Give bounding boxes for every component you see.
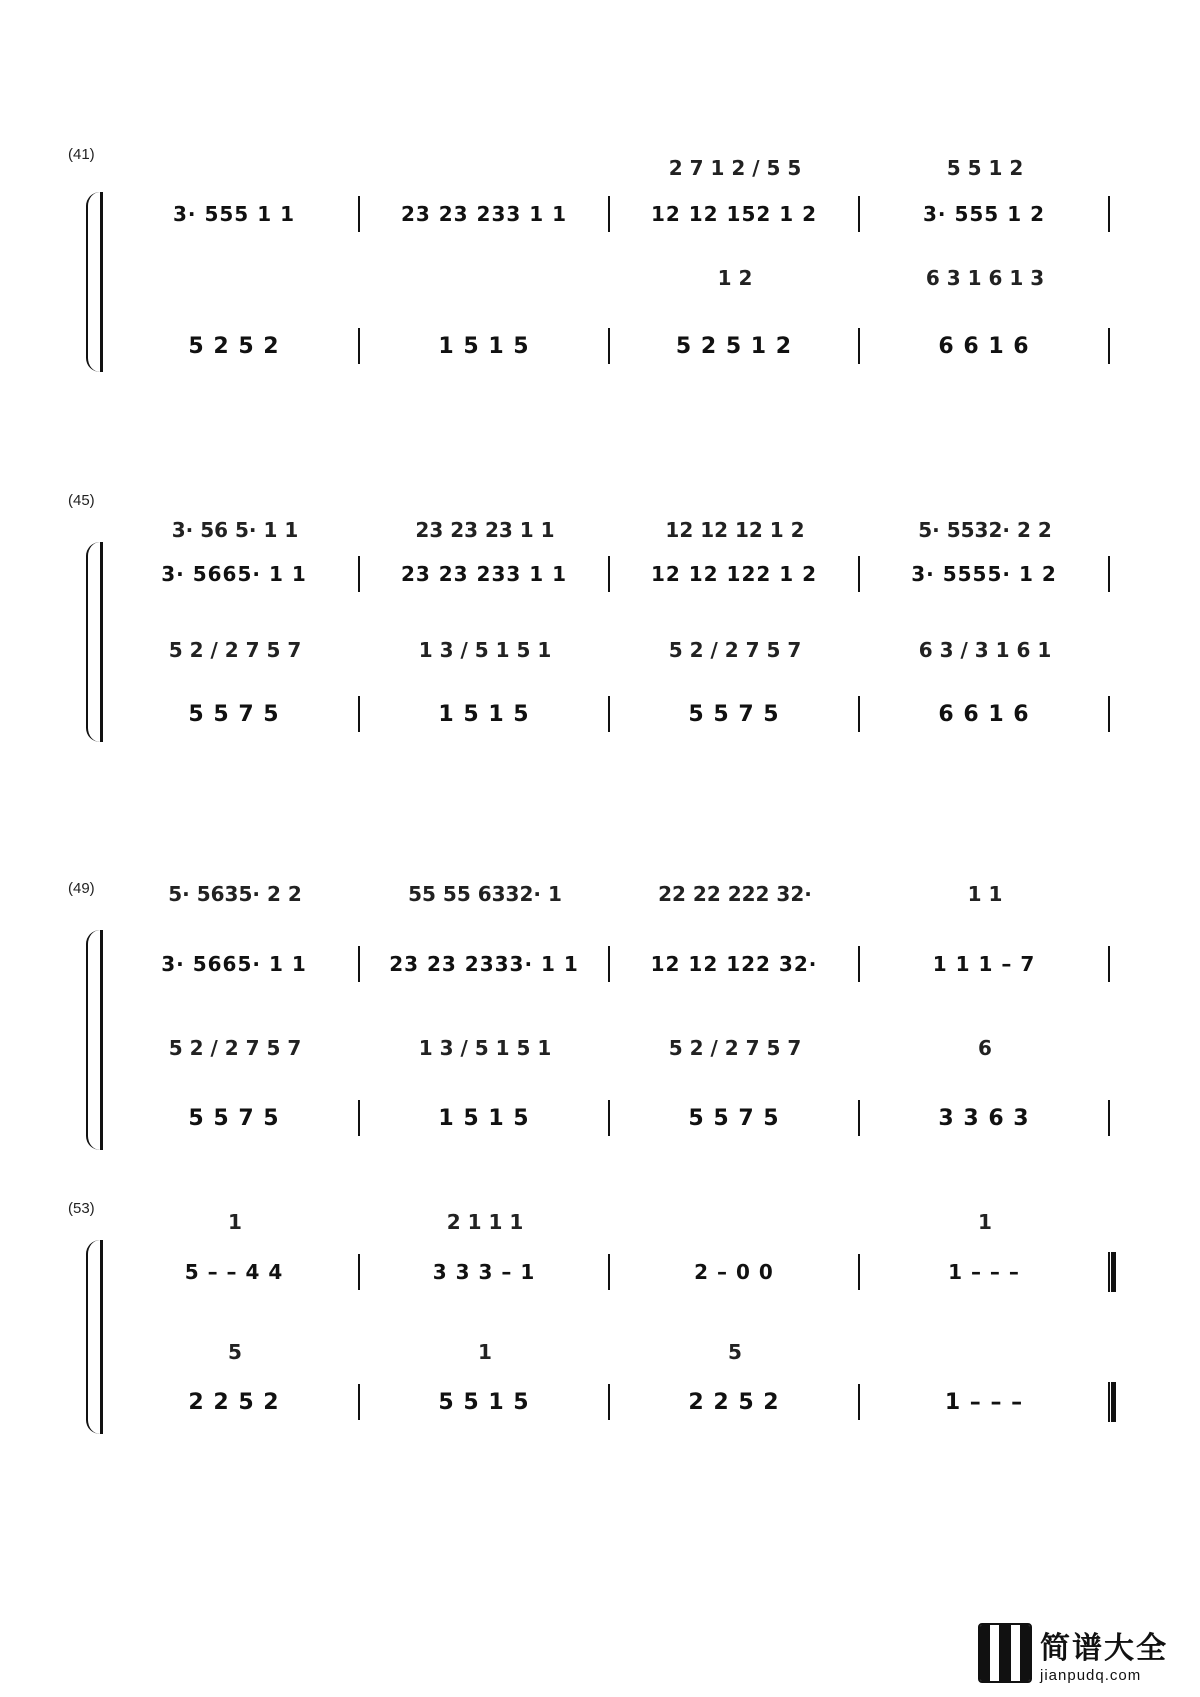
treble-line — [110, 554, 1110, 594]
aux-cell: 1 — [978, 1210, 992, 1234]
treble-line — [110, 1252, 1116, 1292]
aux-cell: 5· 5635· 2 2 — [168, 882, 302, 906]
bass-line — [110, 694, 1110, 734]
measure-number: (45) — [68, 492, 95, 509]
aux-cell: 5 2 / 2 7 5 7 — [168, 1036, 302, 1060]
measure-number: (49) — [68, 880, 95, 897]
measure: 3 3 6 3 — [938, 1105, 1030, 1131]
measure: 1 5 1 5 — [438, 1105, 530, 1131]
lower-aux-line — [110, 638, 1110, 666]
grand-staff-brace — [86, 542, 100, 742]
aux-cell: 2 1 1 1 — [446, 1210, 524, 1234]
aux-cell: 5 2 / 2 7 5 7 — [168, 638, 302, 662]
barline — [1108, 196, 1110, 232]
aux-cell: 55 55 6332· 1 — [408, 882, 562, 906]
aux-cell: 22 22 222 32· — [658, 882, 812, 906]
system-41 — [0, 140, 1200, 380]
aux-cell: 6 — [978, 1036, 992, 1060]
measure: 12 12 122 32· — [650, 952, 818, 976]
measure: 1 5 1 5 — [438, 701, 530, 727]
upper-aux-line — [110, 518, 1110, 546]
system-49 — [0, 860, 1200, 1160]
measure: 2 2 5 2 — [188, 1389, 280, 1415]
aux-cell — [360, 266, 610, 294]
measure: 3 3 3 – 1 — [432, 1260, 536, 1284]
brand-text — [1040, 1623, 1168, 1684]
measure-number: (53) — [68, 1200, 95, 1217]
measure: 5 5 7 5 — [188, 1105, 280, 1131]
aux-cell: 1 — [228, 1210, 242, 1234]
system-barline — [100, 542, 103, 742]
final-barline — [1108, 1382, 1116, 1422]
aux-cell: 1 — [478, 1340, 492, 1364]
measure-number: (41) — [68, 146, 95, 163]
system-45 — [0, 470, 1200, 750]
aux-cell: 1 3 / 5 1 5 1 — [418, 638, 552, 662]
brand-title: 简谱大全 — [1040, 1630, 1168, 1666]
aux-cell: 5 2 / 2 7 5 7 — [668, 638, 802, 662]
system-barline — [100, 930, 103, 1150]
measure: 2 2 5 2 — [688, 1389, 780, 1415]
aux-cell: 12 12 12 1 2 — [665, 518, 805, 542]
barline — [1108, 696, 1110, 732]
measure: 2 – 0 0 — [694, 1260, 774, 1284]
measure: 12 12 122 1 2 — [650, 562, 818, 586]
measure: 5 5 7 5 — [688, 701, 780, 727]
system-53 — [0, 1200, 1200, 1450]
aux-cell: 6 3 / 3 1 6 1 — [918, 638, 1052, 662]
barline — [1108, 556, 1110, 592]
aux-cell: 1 2 — [717, 266, 753, 290]
aux-cell — [610, 1210, 860, 1238]
system-barline — [100, 192, 103, 372]
measure: 1 1 1 – 7 — [932, 952, 1036, 976]
aux-cell: 5 — [228, 1340, 242, 1364]
measure: 5 5 7 5 — [688, 1105, 780, 1131]
measure: 3· 5555· 1 2 — [911, 562, 1057, 586]
measure: 6 6 1 6 — [938, 701, 1030, 727]
measure: 3· 555 1 2 — [923, 202, 1045, 226]
treble-line — [110, 944, 1110, 984]
aux-cell — [110, 266, 360, 294]
aux-cell — [360, 156, 610, 184]
measure: 1 – – – — [944, 1389, 1024, 1415]
upper-aux-line — [110, 882, 1110, 910]
measure: 3· 5665· 1 1 — [161, 562, 307, 586]
measure: 3· 555 1 1 — [173, 202, 295, 226]
bass-line — [110, 326, 1110, 366]
measure: 6 6 1 6 — [938, 333, 1030, 359]
measure: 12 12 152 1 2 — [650, 202, 818, 226]
measure: 3· 5665· 1 1 — [161, 952, 307, 976]
measure: 1 5 1 5 — [438, 333, 530, 359]
aux-cell — [860, 1340, 1110, 1368]
bass-line — [110, 1382, 1116, 1422]
barline — [1108, 946, 1110, 982]
measure: 5 2 5 1 2 — [675, 333, 793, 359]
aux-cell: 5 2 / 2 7 5 7 — [668, 1036, 802, 1060]
aux-cell: 5 5 1 2 — [946, 156, 1024, 180]
measure: 5 5 7 5 — [188, 701, 280, 727]
grand-staff-brace — [86, 1240, 100, 1434]
grand-staff-brace — [86, 192, 100, 372]
lower-aux-line — [110, 1036, 1110, 1064]
measure: 5 – – 4 4 — [184, 1260, 284, 1284]
aux-cell: 2 7 1 2 / 5 5 — [668, 156, 802, 180]
aux-cell: 5· 5532· 2 2 — [918, 518, 1052, 542]
lower-aux-line — [110, 266, 1110, 294]
aux-cell: 6 3 1 6 1 3 — [925, 266, 1045, 290]
final-barline — [1108, 1252, 1116, 1292]
measure: 5 5 1 5 — [438, 1389, 530, 1415]
upper-aux-line — [110, 1210, 1110, 1238]
measure: 1 – – – — [948, 1260, 1020, 1284]
aux-cell: 3· 56 5· 1 1 — [171, 518, 299, 542]
site-watermark — [978, 1618, 1188, 1688]
system-barline — [100, 1240, 103, 1434]
measure: 5 2 5 2 — [188, 333, 280, 359]
barline — [1108, 1100, 1110, 1136]
upper-aux-line — [110, 156, 1110, 184]
aux-cell: 5 — [728, 1340, 742, 1364]
aux-cell: 1 3 / 5 1 5 1 — [418, 1036, 552, 1060]
grand-staff-brace — [86, 930, 100, 1150]
measure: 23 23 2333· 1 1 — [389, 952, 579, 976]
aux-cell — [110, 156, 360, 184]
measure: 23 23 233 1 1 — [400, 202, 568, 226]
aux-cell: 1 1 — [967, 882, 1003, 906]
piano-keys-icon — [978, 1623, 1032, 1683]
treble-line — [110, 194, 1110, 234]
measure: 23 23 233 1 1 — [400, 562, 568, 586]
lower-aux-line — [110, 1340, 1110, 1368]
bass-line — [110, 1098, 1110, 1138]
barline — [1108, 328, 1110, 364]
brand-url: jianpudq.com — [1040, 1666, 1142, 1684]
aux-cell: 23 23 23 1 1 — [415, 518, 555, 542]
